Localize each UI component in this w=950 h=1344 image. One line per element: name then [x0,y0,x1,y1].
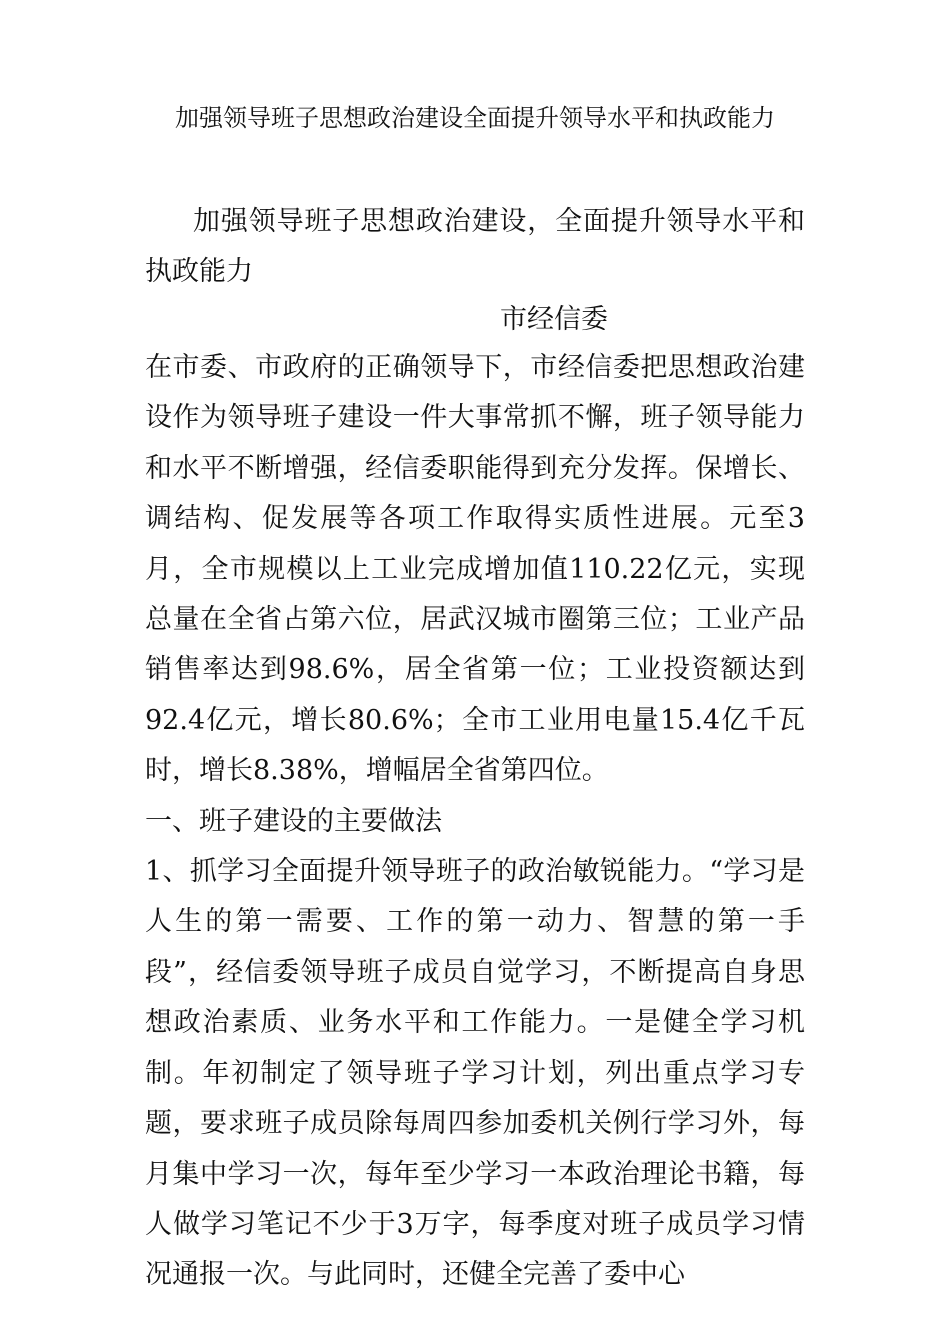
document-title: 加强领导班子思想政治建设全面提升领导水平和执政能力 [175,104,775,132]
document-author: 市经信委 [500,304,608,335]
paragraph-intro: 在市委、市政府的正确领导下，市经信委把思想政治建设作为领导班子建设一件大事常抓不懈，班子领导能力和水平不断增强，经信委职能得到充分发挥。保增长、调结构、促发展等各项工作取得实质性进展。元至3月，全市规模以上工业完成增加值110.22亿元，实现总量在全省占第六位，居武汉城市圈第三位；工业产品销售率达到98.6%，居全省第一位；工业投资额达到92.4亿元，增长80.6%；全市工业用电量15.4亿千瓦时，增长8.38%，增幅居全省第四位。 [145,352,805,787]
paragraph-item-1: 1、抓学习全面提升领导班子的政治敏锐能力。“学习是人生的第一需要、工作的第一动力、智慧的第一手段”，经信委领导班子成员自觉学习，不断提高自身思想政治素质、业务水平和工作能力。一是健全学习机制。年初制定了领导班子学习计划，列出重点学习专题，要求班子成员除每周四参加委机关例行学习外，每月集中学习一次，每年至少学习一本政治理论书籍，每人做学习笔记不少于3万字，每季度对班子成员学习情况通报一次。与此同时，还健全完善了委中心 [145,856,805,1291]
document-body [145,343,805,1301]
document-subtitle: 加强领导班子思想政治建设，全面提升领导水平和执政能力 [145,206,805,288]
section-heading: 一、班子建设的主要做法 [145,805,442,837]
